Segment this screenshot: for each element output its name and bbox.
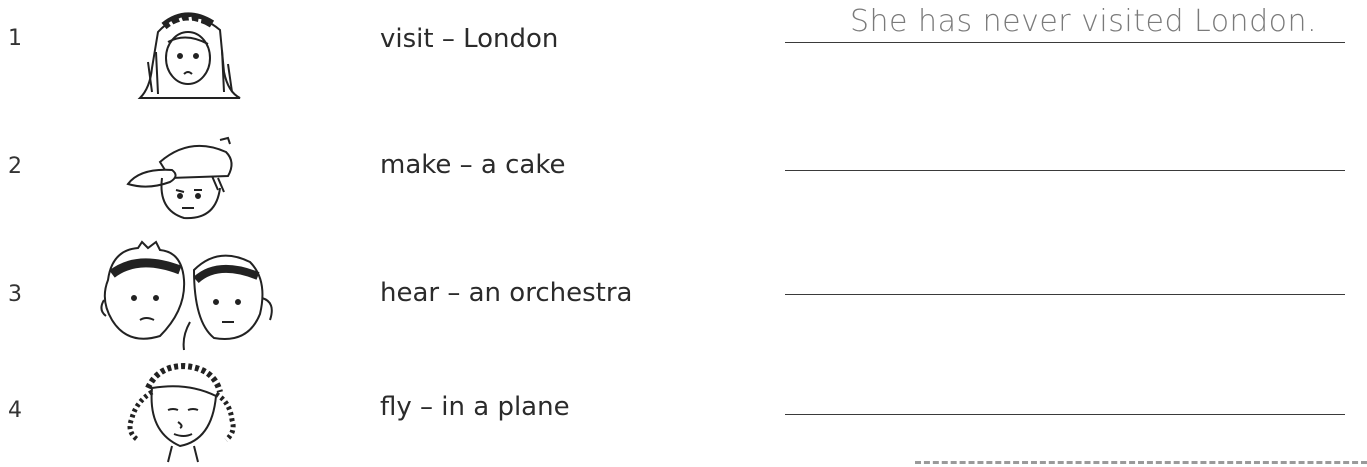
answer-line[interactable] <box>785 294 1345 295</box>
prompt-text: visit – London <box>380 24 559 54</box>
girl-headband-illustration <box>128 2 248 102</box>
prompt-text: hear – an orchestra <box>380 278 633 308</box>
item-number: 3 <box>8 282 22 307</box>
prompt-text: make – a cake <box>380 150 566 180</box>
answer-line[interactable] <box>785 414 1345 415</box>
handwritten-answer: She has never visited London. <box>850 4 1318 39</box>
prompt-text: fly – in a plane <box>380 392 570 422</box>
answer-line[interactable] <box>785 42 1345 43</box>
item-number: 2 <box>8 154 22 179</box>
boy-cap-illustration <box>120 132 250 222</box>
item-number: 4 <box>8 398 22 423</box>
two-children-illustration <box>98 240 278 352</box>
page-edge-rule <box>915 461 1367 464</box>
girl-curly-hair-illustration <box>118 362 248 467</box>
item-number: 1 <box>8 26 22 51</box>
answer-line[interactable] <box>785 170 1345 171</box>
